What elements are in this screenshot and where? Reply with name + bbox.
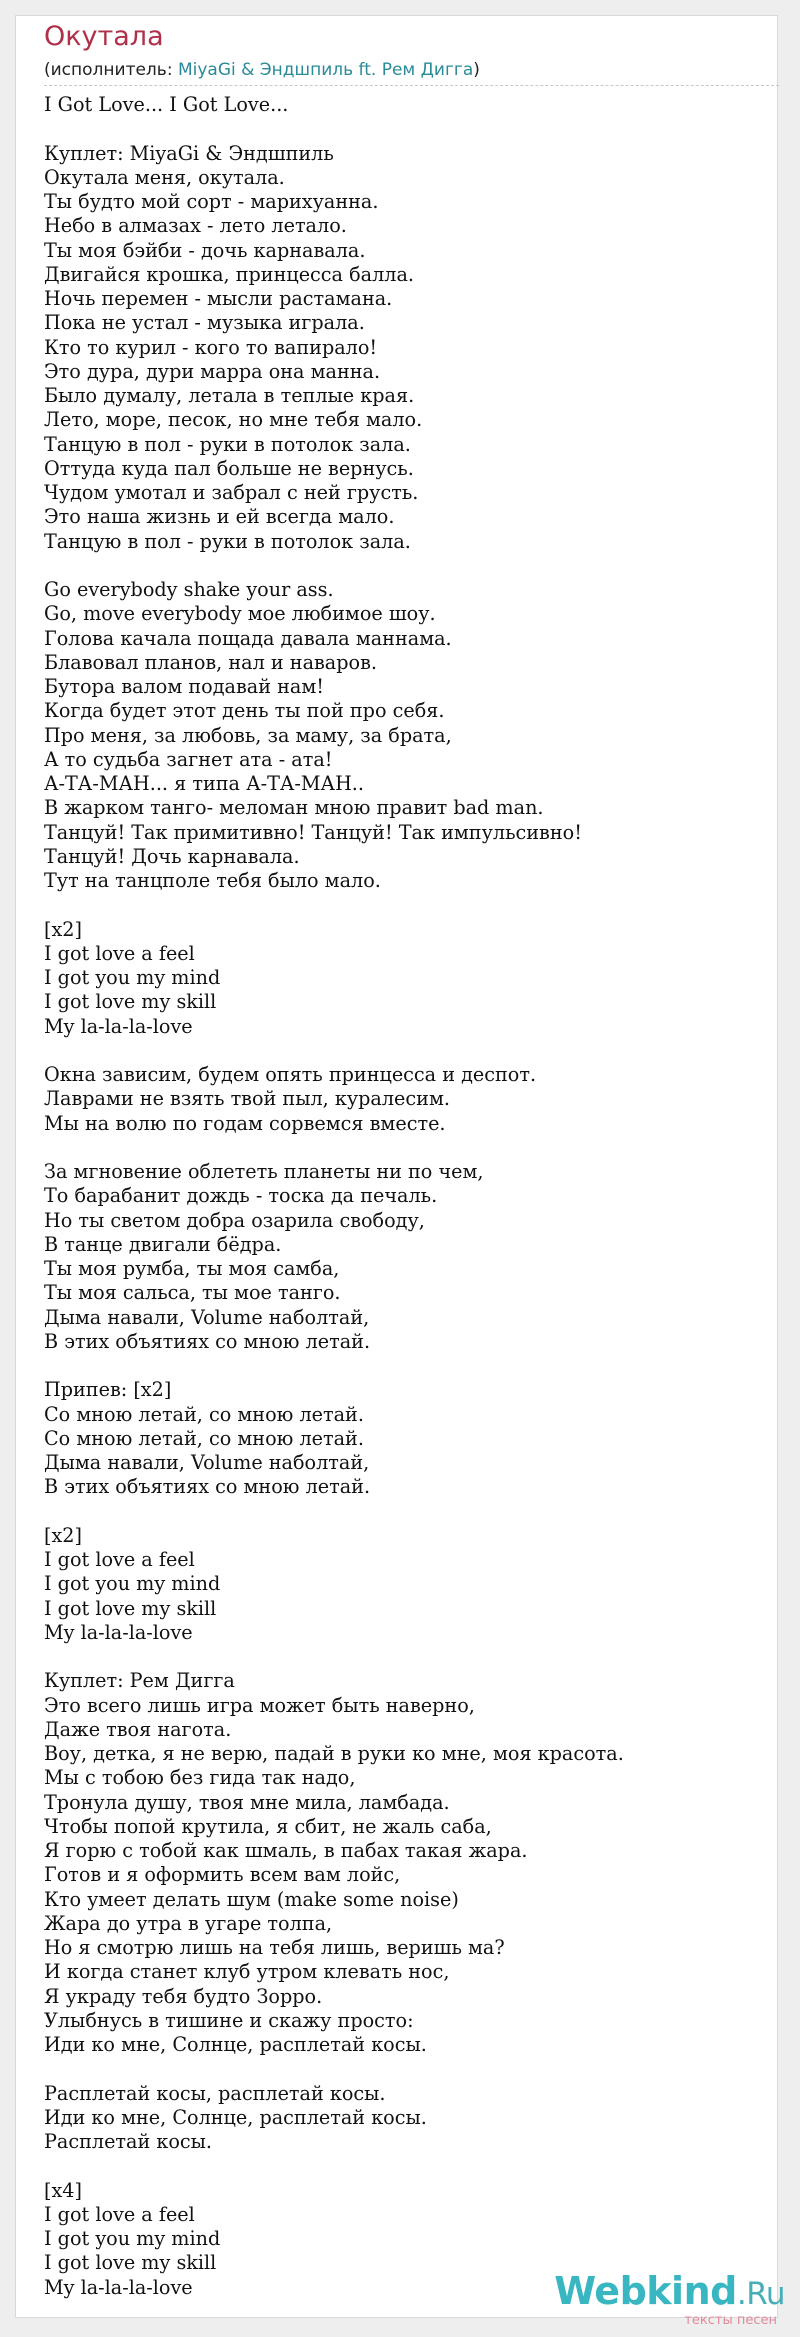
lyric-line: Чудом умотал и забрал с ней грусть. xyxy=(44,481,419,504)
lyric-line: Готов и я оформить всем вам лойс, xyxy=(44,1863,401,1887)
lyric-line: Со мною летай, со мною летай. xyxy=(44,1426,364,1450)
lyric-line: Но ты светом добра озарила свободу, xyxy=(44,1208,425,1232)
lyric-line: Про меня, за любовь, за маму, за брата, xyxy=(44,723,452,747)
lyric-line: Дыма навали, Volume наболтай, xyxy=(44,1305,370,1329)
lyric-line: My la-la-la-love xyxy=(44,2275,193,2299)
lyric-line: Ты будто мой сорт - марихуанна. xyxy=(44,190,379,213)
lyric-line: Это наша жизнь и ей всегда мало. xyxy=(44,505,395,529)
lyric-line: I got love my skill xyxy=(44,990,217,1014)
lyric-blank-line xyxy=(44,893,779,917)
lyric-line: А-ТА-МАН... я типа А-ТА-МАН.. xyxy=(44,772,365,795)
lyric-blank-line xyxy=(44,1354,779,1378)
artist-prefix: (исполнитель: xyxy=(44,60,178,80)
lyric-line: И когда станет клуб утром клевать нос, xyxy=(44,1960,450,1984)
lyric-line: Даже твоя нагота. xyxy=(44,1717,232,1741)
lyric-line: [x4] xyxy=(44,2178,83,2202)
lyric-line: Кто то курил - кого то вапирало! xyxy=(44,335,378,359)
lyric-line: Пока не устал - музыка играла. xyxy=(44,311,365,335)
lyrics-text xyxy=(44,93,779,2300)
artist-line xyxy=(44,59,779,86)
lyric-line: Окна зависим, будем опять принцесса и деспот. xyxy=(44,1063,537,1086)
logo-tagline: тексты песен xyxy=(684,2313,777,2328)
lyric-blank-line xyxy=(44,1500,779,1524)
page-title: Окутала xyxy=(44,21,164,52)
lyric-line: Улыбнусь в тишине и скажу просто: xyxy=(44,2008,414,2032)
lyric-line: Расплетай косы, расплетай косы. xyxy=(44,2081,386,2105)
logo-wordmark xyxy=(554,2268,785,2317)
lyric-line: Голова качала пощада давала маннама. xyxy=(44,626,452,650)
lyric-line: Танцуй! Дочь карнавала. xyxy=(44,844,300,868)
lyric-line: Блавовал планов, нал и наваров. xyxy=(44,650,377,674)
site-logo[interactable] xyxy=(554,2268,785,2328)
lyric-line: Жара до утра в угаре толпа, xyxy=(44,1911,333,1935)
artist-suffix: ) xyxy=(473,60,480,80)
lyric-line: Go everybody shake your ass. xyxy=(44,578,334,601)
lyric-blank-line xyxy=(44,2154,779,2178)
lyric-line: Воу, детка, я не верю, падай в руки ко мне, моя красота. xyxy=(44,1742,624,1765)
lyric-line: My la-la-la-love xyxy=(44,1620,193,1644)
lyric-line: Ты моя бэйби - дочь карнавала. xyxy=(44,238,366,262)
lyric-line: Куплет: MiyaGi & Эндшпиль xyxy=(44,141,334,165)
lyric-line: [x2] xyxy=(44,1523,83,1547)
lyric-line: В этих объятиях со мною летай. xyxy=(44,1329,371,1353)
lyric-line: Когда будет этот день ты пой про себя. xyxy=(44,699,445,723)
lyric-line: Ночь перемен - мысли растамана. xyxy=(44,287,393,310)
lyric-line: В жарком танго- меломан мною правит bad man. xyxy=(44,796,544,820)
lyric-line: Я горю с тобой как шмаль, в пабах такая жара. xyxy=(44,1839,528,1862)
lyric-line: Танцуй! Так примитивно! Танцуй! Так импульсивно! xyxy=(44,820,582,844)
logo-tld: .Ru xyxy=(736,2276,785,2312)
lyric-line: Мы на волю по годам сорвемся вместе. xyxy=(44,1111,446,1135)
lyric-line: Это всего лишь игра может быть наверно, xyxy=(44,1693,475,1717)
lyric-line: I got you my mind xyxy=(44,2227,221,2250)
lyric-blank-line xyxy=(44,1136,779,1160)
lyric-line: Но я смотрю лишь на тебя лишь, веришь ма? xyxy=(44,1936,505,1959)
lyric-line: Go, move everybody мое любимое шоу. xyxy=(44,602,436,626)
lyric-line: Оттуда куда пал больше не вернусь. xyxy=(44,456,414,480)
lyric-blank-line xyxy=(44,2057,779,2081)
lyric-line: Дыма навали, Volume наболтай, xyxy=(44,1451,370,1474)
lyric-line: Ты моя сальса, ты мое танго. xyxy=(44,1281,341,1305)
lyric-line: I got love a feel xyxy=(44,2202,195,2226)
lyric-line: I got love my skill xyxy=(44,2251,217,2275)
lyric-line: Мы с тобою без гида так надо, xyxy=(44,1766,356,1790)
lyric-line: Танцую в пол - руки в потолок зала. xyxy=(44,529,411,553)
lyric-line: Расплетай косы. xyxy=(44,2130,213,2153)
lyric-line: В этих объятиях со мною летай. xyxy=(44,1475,371,1499)
lyric-line: Куплет: Рем Дигга xyxy=(44,1669,235,1693)
lyric-line: My la-la-la-love xyxy=(44,1014,193,1038)
lyric-blank-line xyxy=(44,117,779,141)
lyric-line: I got you my mind xyxy=(44,1572,221,1596)
lyric-line: I got love my skill xyxy=(44,1596,217,1620)
lyric-line: I got you my mind xyxy=(44,966,221,989)
lyric-line: Лето, море, песок, но мне тебя мало. xyxy=(44,408,423,432)
lyric-line: Тронула душу, твоя мне мила, ламбада. xyxy=(44,1790,450,1814)
lyric-blank-line xyxy=(44,1039,779,1063)
lyric-line: Небо в алмазах - лето летало. xyxy=(44,214,347,238)
lyric-line: Я украду тебя будто Зорро. xyxy=(44,1984,323,2008)
lyric-line: Чтобы попой крутила, я сбит, не жаль саба, xyxy=(44,1814,492,1838)
lyric-line: Ты моя румба, ты моя самба, xyxy=(44,1257,340,1280)
lyric-line: Иди ко мне, Солнце, расплетай косы. xyxy=(44,2105,427,2129)
lyrics-card xyxy=(15,15,778,2318)
lyric-line: Иди ко мне, Солнце, расплетай косы. xyxy=(44,2033,427,2056)
lyric-line: За мгновение облететь планеты ни по чем, xyxy=(44,1160,484,1183)
lyric-line: Со мною летай, со мною летай. xyxy=(44,1402,364,1426)
lyric-line: То барабанит дождь - тоска да печаль. xyxy=(44,1184,438,1208)
lyric-line: Это дура, дури марра она манна. xyxy=(44,359,381,383)
lyric-line: Кто умеет делать шум (make some noise) xyxy=(44,1887,459,1911)
lyric-line: Окутала меня, окутала. xyxy=(44,165,285,189)
lyric-line: I got love a feel xyxy=(44,941,195,965)
lyric-line: А то судьба загнет ата - ата! xyxy=(44,747,333,771)
lyric-line: Танцую в пол - руки в потолок зала. xyxy=(44,432,411,456)
lyric-line: Двигайся крошка, принцесса балла. xyxy=(44,262,414,286)
artist-link[interactable]: MiyaGi & Эндшпиль ft. Рем Дигга xyxy=(177,60,474,80)
lyric-blank-line xyxy=(44,1645,779,1669)
lyric-line: В танце двигали бёдра. xyxy=(44,1232,282,1256)
lyric-line: I got love a feel xyxy=(44,1548,195,1571)
lyric-line: Припев: [x2] xyxy=(44,1378,172,1402)
lyric-line: Было думалу, летала в теплые края. xyxy=(44,384,415,407)
lyric-line: Лаврами не взять твой пыл, куралесим. xyxy=(44,1087,450,1111)
lyric-line: Тут на танцполе тебя было мало. xyxy=(44,869,381,892)
lyric-blank-line xyxy=(44,554,779,578)
logo-name: Webkind xyxy=(554,2269,737,2313)
lyric-line: Бутора валом подавай нам! xyxy=(44,675,324,698)
lyric-line: I Got Love... I Got Love... xyxy=(44,93,289,116)
lyric-line: [x2] xyxy=(44,917,83,941)
